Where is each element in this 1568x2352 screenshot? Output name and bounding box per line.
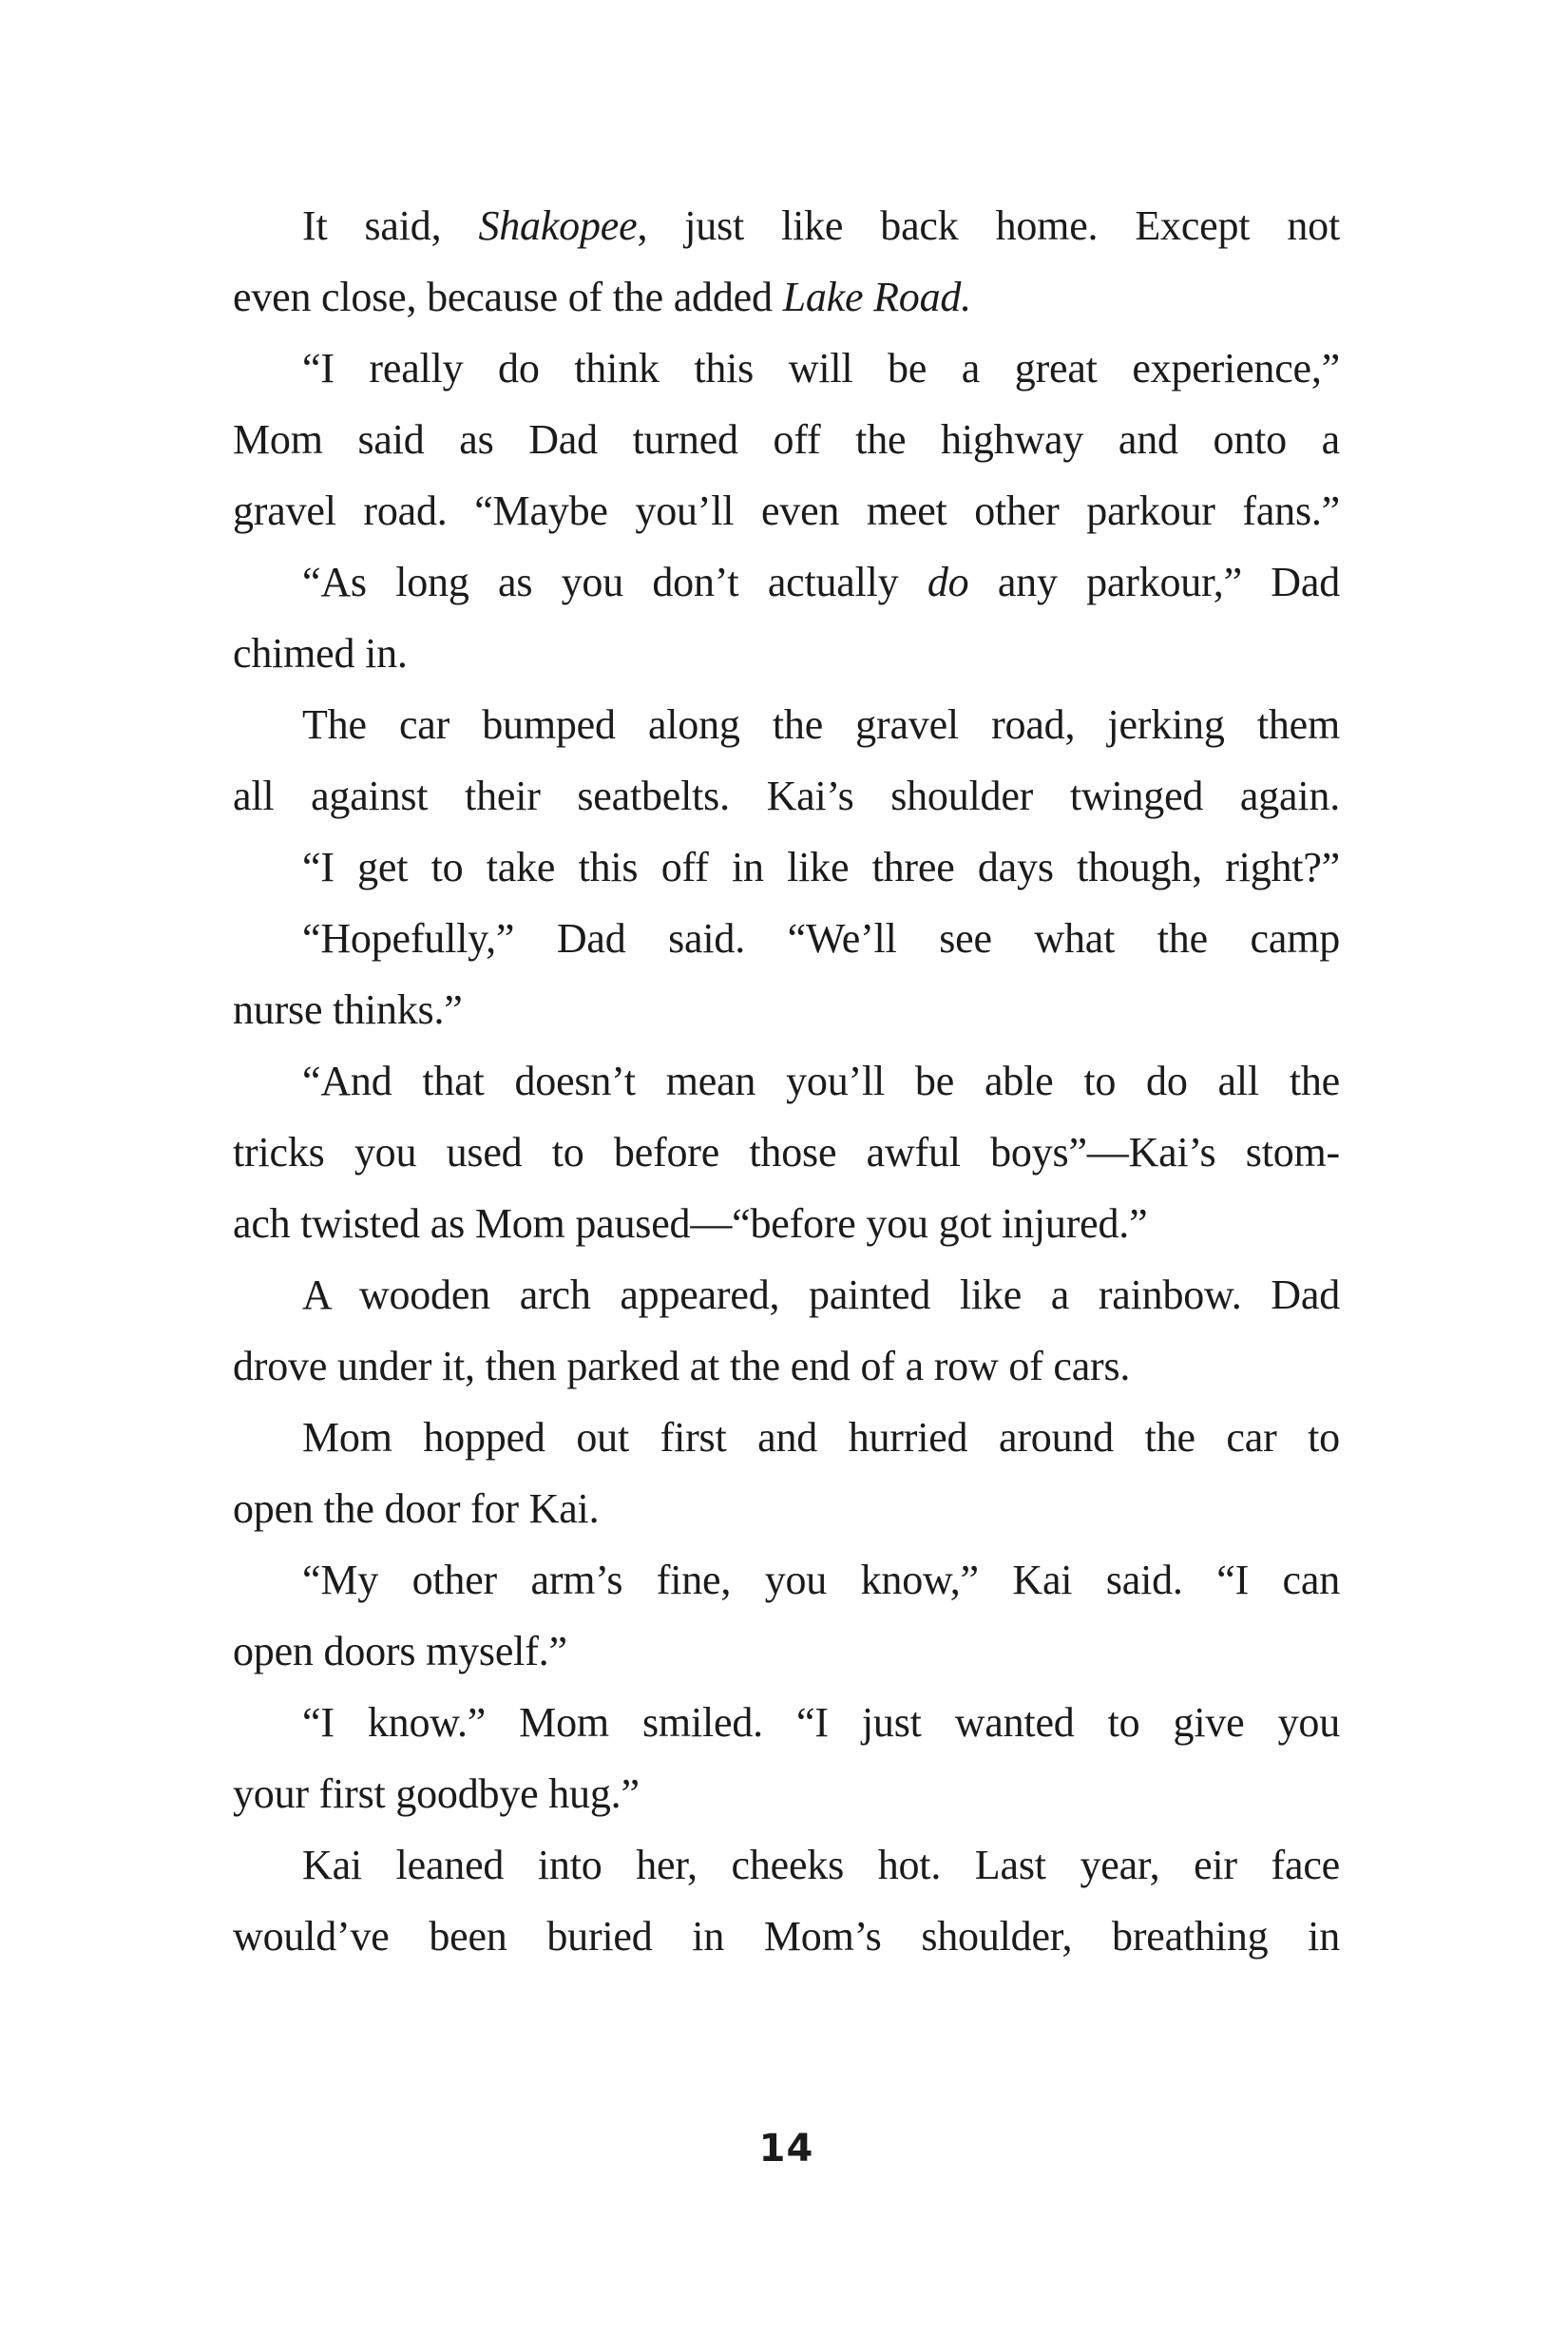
text-segment: would’ve been buried in Mom’s shoulder, breathing in [233,1913,1340,1960]
text-block [233,190,1340,1972]
text-segment: your first goodbye hug.” [233,1770,640,1817]
text-segment: open doors myself.” [233,1628,567,1674]
text-segment: “I get to take this off in like three days though, right?” [302,844,1340,890]
text-line [233,974,1340,1045]
text-line [233,689,1340,760]
text-segment: It said, [302,202,479,249]
text-line [233,1045,1340,1117]
text-line [233,1473,1340,1544]
text-segment: “I really do think this will be a great experience,” [302,345,1340,392]
text-line [233,1901,1340,1972]
text-segment: drove under it, then parked at the end of a row of cars. [233,1343,1131,1389]
text-segment: “My other arm’s fine, you know,” Kai said. “I can [302,1557,1340,1603]
text-segment: tricks you used to before those awful boys”—Kai’s stom- [233,1129,1340,1176]
text-line [233,1330,1340,1402]
text-line [233,404,1340,475]
text-segment: Mom hopped out first and hurried around the car to [302,1414,1340,1461]
text-segment: any parkour,” Dad [968,559,1341,605]
text-line [233,1616,1340,1687]
text-segment: even close, because of the added [233,274,783,320]
text-segment: Kai leaned into her, cheeks hot. Last year, eir face [302,1842,1340,1888]
text-line [233,760,1340,832]
text-segment: The car bumped along the gravel road, jerking them [302,701,1340,748]
text-segment: , just like back home. Except not [637,202,1340,249]
text-segment: open the door for Kai. [233,1485,600,1532]
italic-text-segment: do [927,559,969,605]
text-segment: “As long as you don’t actually [302,559,927,605]
text-line [233,475,1340,546]
text-line [233,903,1340,974]
text-line [233,1829,1340,1901]
text-line [233,333,1340,404]
text-line [233,1758,1340,1829]
text-segment: all against their seatbelts. Kai’s shoulder twinged again. [233,773,1340,819]
text-line [233,832,1340,903]
page-number: 14 [758,2127,814,2170]
text-segment: chimed in. [233,630,408,677]
text-line [233,1687,1340,1758]
text-line [233,1188,1340,1259]
text-line [233,618,1340,689]
text-line [233,190,1340,261]
text-segment: “And that doesn’t mean you’ll be able to do all the [302,1058,1340,1104]
text-line [233,546,1340,618]
italic-text-segment: Lake Road. [782,274,971,320]
text-line [233,261,1340,333]
text-segment: “I know.” Mom smiled. “I just wanted to give you [302,1699,1340,1746]
text-segment: A wooden arch appeared, painted like a rainbow. Dad [302,1272,1340,1318]
text-segment: “Hopefully,” Dad said. “We’ll see what the camp [302,915,1340,962]
text-line [233,1402,1340,1473]
text-segment: ach twisted as Mom paused—“before you got injured.” [233,1200,1148,1247]
italic-text-segment: Shakopee [478,202,638,249]
text-segment: nurse thinks.” [233,986,463,1033]
text-line [233,1117,1340,1188]
text-line [233,1259,1340,1330]
text-segment: gravel road. “Maybe you’ll even meet other parkour fans.” [233,488,1340,534]
text-segment: Mom said as Dad turned off the highway and onto a [233,416,1340,463]
text-line [233,1544,1340,1616]
